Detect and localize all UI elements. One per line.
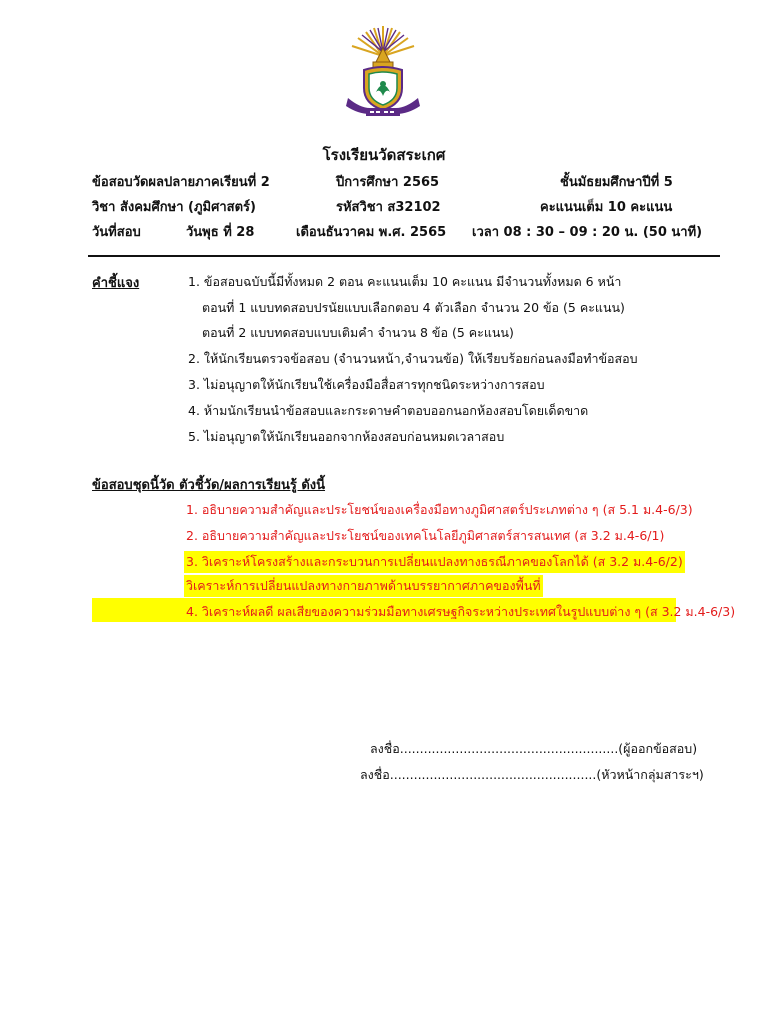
indicator-item-highlighted: 3. วิเคราะห์โครงสร้างและกระบวนการเปลี่ยนแปลงทางธรณีภาคของโลกได้ (ส 3.2 ม.4-6/2) [184,551,685,573]
school-emblem-icon [340,22,426,118]
grade-level: ชั้นมัธยมศึกษาปีที่ 5 [560,175,673,190]
indicators-heading: ข้อสอบชุดนี้วัด ตัวชี้วัด/ผลการเรียนรู้ ดังนี้ [92,478,326,493]
indicator-item-highlighted: 4. วิเคราะห์ผลดี ผลเสียของความร่วมมือทางเศรษฐกิจระหว่างประเทศในรูปแบบต่าง ๆ (ส 3.2 ม.4-6/3) [186,604,736,619]
header-divider [88,255,720,257]
head-signature-line: ลงชื่อ....................................................(หัวหน้ากลุ่มสาระฯ) [360,767,704,782]
exam-day: วันพุธ ที่ 28 [186,225,255,240]
subject-name: วิชา สังคมศึกษา (ภูมิศาสตร์) [92,200,256,215]
full-score: คะแนนเต็ม 10 คะแนน [540,200,673,215]
instructions-heading: คำชี้แจง [92,276,140,291]
examiner-signature-line: ลงชื่อ.......................................................(ผู้ออกข้อสอบ) [370,741,698,756]
instruction-item: 1. ข้อสอบฉบับนี้มีทั้งหมด 2 ตอน คะแนนเต็ม 10 คะแนน มีจำนวนทั้งหมด 6 หน้า [188,274,622,289]
instruction-item: 2. ให้นักเรียนตรวจข้อสอบ (จำนวนหน้า,จำนวนข้อ) ให้เรียบร้อยก่อนลงมือทำข้อสอบ [188,351,638,366]
instruction-item: ตอนที่ 1 แบบทดสอบปรนัยแบบเลือกตอบ 4 ตัวเลือก จำนวน 20 ข้อ (5 คะแนน) [202,300,625,315]
indicator-item-highlighted: วิเคราะห์การเปลี่ยนแปลงทางกายภาพด้านบรรยากาศภาคของพื้นที่ [184,575,543,597]
instruction-item: 5. ไม่อนุญาตให้นักเรียนออกจากห้องสอบก่อนหมดเวลาสอบ [188,429,505,444]
exam-month: เดือนธันวาคม พ.ศ. 2565 [296,225,447,240]
instruction-item: 4. ห้ามนักเรียนนำข้อสอบและกระดาษคำตอบออกนอกห้องสอบโดยเด็ดขาด [188,403,589,418]
indicator-item: 2. อธิบายความสำคัญและประโยชน์ของเทคโนโลยีภูมิศาสตร์สารสนเทศ (ส 3.2 ม.4-6/1) [186,528,665,543]
subject-code: รหัสวิชา ส32102 [336,200,441,215]
instruction-item: ตอนที่ 2 แบบทดสอบแบบเติมคำ จำนวน 8 ข้อ (5 คะแนน) [202,325,514,340]
exam-date-label: วันที่สอบ [92,225,141,240]
school-name: โรงเรียนวัดสระเกศ [322,146,446,164]
exam-title: ข้อสอบวัดผลปลายภาคเรียนที่ 2 [92,175,270,190]
indicator-item: 1. อธิบายความสำคัญและประโยชน์ของเครื่องมือทางภูมิศาสตร์ประเภทต่าง ๆ (ส 5.1 ม.4-6/3) [186,502,693,517]
exam-time: เวลา 08 : 30 – 09 : 20 น. (50 นาที) [472,225,703,240]
instruction-item: 3. ไม่อนุญาตให้นักเรียนใช้เครื่องมือสื่อสารทุกชนิดระหว่างการสอบ [188,377,545,392]
academic-year: ปีการศึกษา 2565 [336,175,440,190]
